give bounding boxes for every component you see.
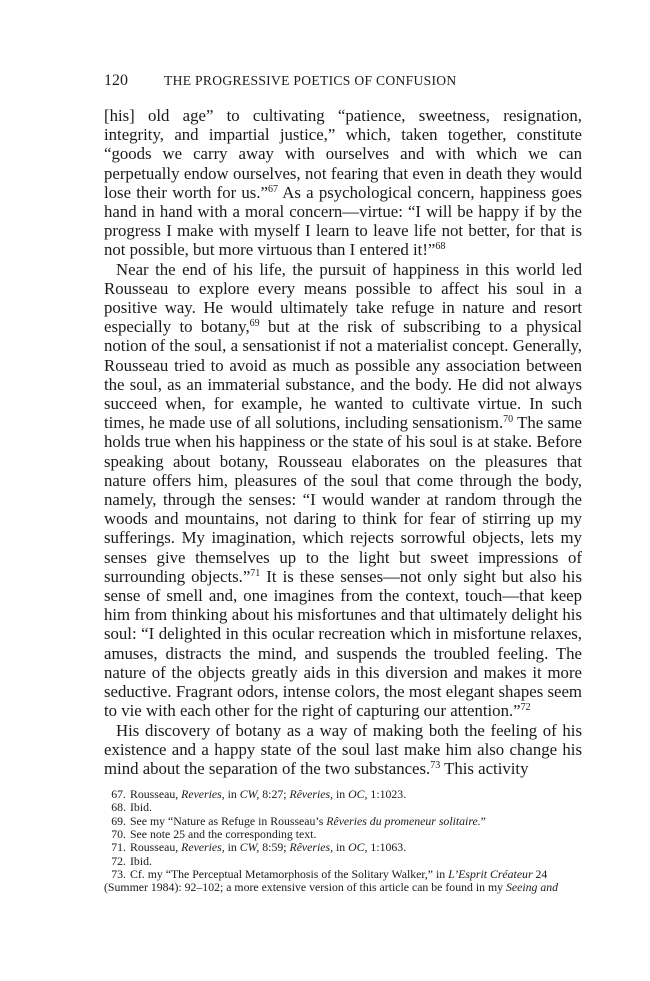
text-run: See note 25 and the corresponding text. xyxy=(130,827,317,841)
italic-text: CW, xyxy=(239,840,260,855)
footnote-number: 71. xyxy=(111,840,126,855)
paragraph xyxy=(104,106,582,260)
running-title: THE PROGRESSIVE POETICS OF CONFUSION xyxy=(164,73,457,88)
text-run: Ibid. xyxy=(130,853,152,868)
text-run: 1:1063. xyxy=(367,840,407,855)
text-run: but at the risk of subscribing to a physical notion of the soul, a sensationist if not a materialist concept. Generally, Rousseau tried to avoid as much as possible any association between the soul, as an immaterial substance, and the body. He did not always succeed when, for example, he wanted to cultivate virtue. In such times, he made use of all solutions, including sensationism. xyxy=(104,317,582,433)
text-run: 1:1023. xyxy=(367,787,407,802)
italic-text: Rêveries du promeneur solitaire. xyxy=(326,813,481,828)
footnote-number: 73. xyxy=(111,866,126,881)
body-text xyxy=(104,106,582,778)
text-run: 8:59; xyxy=(259,840,290,855)
italic-text: L’Esprit Créateur xyxy=(448,866,533,881)
text-run: His discovery of botany as a way of making both the feeling of his existence and a happy state of the soul last make him also change his mind about the separation of the two substances. xyxy=(104,720,582,778)
italic-text: Rêveries, xyxy=(289,840,334,855)
footnote-number: 68. xyxy=(111,800,126,815)
text-run: Rousseau, xyxy=(130,840,182,855)
footnote xyxy=(104,801,582,814)
footnote xyxy=(104,788,582,801)
text-run: Ibid. xyxy=(130,800,152,815)
running-head xyxy=(104,72,582,98)
footnote-ref: 69 xyxy=(249,318,260,330)
text-run: in xyxy=(333,840,349,855)
italic-text: OC, xyxy=(348,787,368,802)
text-run: It is these senses—not only sight but also his sense of smell and, one imagines from the context, touch—that keep him from thinking about his misfortunes and that ultimately delight his soul: “I delighted in this ocular recreation which in misfortune relaxes, amuses, distracts the mind, and suspends the troubled feeling. The nature of the objects greatly aids in this diversion and makes it more seductive. Fragrant odors, intense colors, the most elegant shapes seem to vie with each other for the right of capturing our attention.” xyxy=(104,566,582,721)
paragraph xyxy=(104,260,582,721)
footnote-number: 72. xyxy=(111,853,126,868)
text-run: ” xyxy=(480,813,486,828)
footnote-number: 69. xyxy=(111,813,126,828)
footnote-ref: 68 xyxy=(435,241,446,253)
text-run: in xyxy=(224,787,240,802)
footnote-ref: 67 xyxy=(268,183,278,195)
footnote-number: 67. xyxy=(111,787,126,802)
footnote-ref: 70 xyxy=(503,414,514,426)
text-run: Near the end of his life, the pursuit of happiness in this world led Rousseau to explore every means possible to affect his soul in a positive way. He would ultimately take refuge in nature and resort especially to botany, xyxy=(104,259,582,337)
italic-text: Seeing and xyxy=(505,880,559,895)
italic-text: Reveries, xyxy=(181,787,225,802)
text-run: Cf. my “The Perceptual Metamorphosis of the Solitary Walker,” in xyxy=(130,866,449,881)
footnote-ref: 71 xyxy=(250,567,261,579)
footnote xyxy=(104,828,582,841)
text-run: Rousseau, xyxy=(130,787,182,802)
footnotes xyxy=(104,788,582,894)
text-run: The same holds true when his happiness or the state of his soul is at stake. Before speaking about botany, Rousseau elaborates on the pleasures that nature offers him, pleasures of the soul that come through the body, namely, through the senses: “I would wander at random through the woods and mountains, not daring to think for fear of stirring up my sufferings. My imagination, which rejects sorrowful objects, lets my senses give themselves up to the light but sweet impressions of surrounding objects.” xyxy=(104,413,582,586)
footnote xyxy=(104,815,582,828)
text-run: in xyxy=(333,787,349,802)
footnote-ref: 72 xyxy=(520,702,531,714)
text-run: in xyxy=(224,840,240,855)
text-run: 8:27; xyxy=(259,787,290,802)
text-run: As a psychological concern, happiness goes hand in hand with a moral concern—virtue: “I will be happy if by the progress I make with myself I learn to leave life not better, for that is not possible, but more virtuous than I entered it!” xyxy=(104,182,582,260)
footnote-number: 70. xyxy=(111,827,126,841)
page-number: 120 xyxy=(104,72,128,89)
italic-text: OC, xyxy=(348,840,368,855)
footnote xyxy=(104,868,582,895)
text-run: This activity xyxy=(440,758,529,778)
text-run: [his] old age” to cultivating “patience, sweetness, resignation, integrity, and impartial justice,” which, taken together, constitute “goods we carry away with ourselves and with which we can perpetually endow ourselves, not fearing that even in death they would lose their worth for us.” xyxy=(104,106,582,202)
footnote xyxy=(104,855,582,868)
text-run: 24 (Summer 1984): 92–102; a more extensive version of this article can be found in my xyxy=(104,866,548,895)
footnote-ref: 73 xyxy=(430,759,441,771)
book-page xyxy=(104,72,582,894)
text-run: See my “Nature as Refuge in Rousseau’s xyxy=(130,813,327,828)
paragraph xyxy=(104,721,582,779)
italic-text: Reveries, xyxy=(181,840,225,855)
footnote xyxy=(104,841,582,854)
italic-text: CW, xyxy=(239,787,260,802)
italic-text: Rêveries, xyxy=(289,787,334,802)
